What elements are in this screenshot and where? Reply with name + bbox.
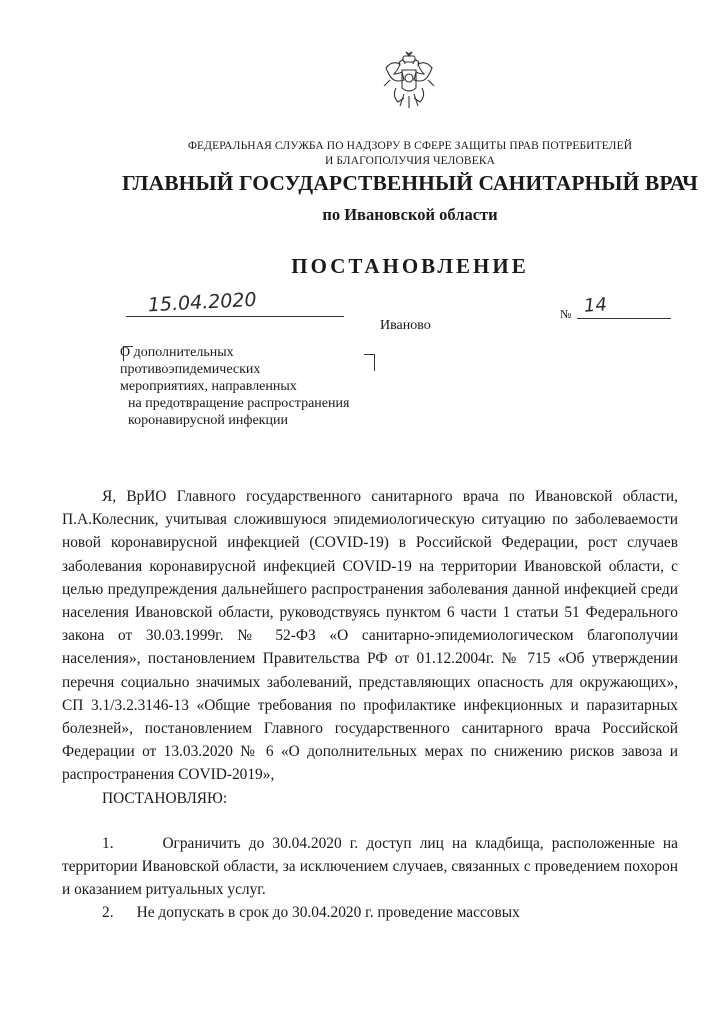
chief-title: ГЛАВНЫЙ ГОСУДАРСТВЕННЫЙ САНИТАРНЫЙ ВРАЧ xyxy=(121,171,699,195)
decree-heading: ПОСТАНОВЛЯЮ: xyxy=(102,789,228,807)
item-number: 1. xyxy=(102,834,114,852)
coat-of-arms-icon xyxy=(378,50,440,114)
region-title: по Ивановской области xyxy=(322,205,498,224)
decree-item xyxy=(62,832,678,902)
item-text: Не допускать в срок до 30.04.2020 г. проведение массовых xyxy=(136,904,520,922)
handwritten-date: 15.04.2020 xyxy=(147,288,258,317)
agency-name xyxy=(140,139,680,169)
subject-line: О дополнительных xyxy=(120,345,234,360)
number-sign: № xyxy=(560,307,572,321)
document-type-title: ПОСТАНОВЛЕНИЕ xyxy=(291,254,529,278)
subject-line: на предотвращение распространения xyxy=(128,396,350,411)
subject-line: коронавирусной инфекции xyxy=(128,413,288,428)
document-body xyxy=(62,485,678,925)
agency-line-2: И БЛАГОПОЛУЧИЯ ЧЕЛОВЕКА xyxy=(325,155,495,167)
handwritten-number: 14 xyxy=(583,294,608,317)
subject-block xyxy=(120,344,390,429)
decree-item xyxy=(62,901,678,924)
subject-line: противоэпидемических xyxy=(120,362,261,377)
agency-line-1: ФЕДЕРАЛЬНАЯ СЛУЖБА ПО НАДЗОРУ В СФЕРЕ ЗАЩИТЫ ПРАВ ПОТРЕБИТЕЛЕЙ xyxy=(187,140,633,152)
preamble-paragraph: Я, ВрИО Главного государственного санитарного врача по Ивановской области, П.А.Колесник, учитывая сложившуюся эпидемиологическую ситуацию по заболеваемости новой коронавирусной инфекцией (COVID-19) в Российской Федерации, рост случаев заболевания коронавирусной инфекцией COVID-19 на территории Ивановской области, с целью предупреждения дальнейшего распространения заболевания данной инфекцией среди населения Ивановской области, руководствуясь пунктом 6 части 1 статьи 51 Федерального закона от 30.03.1999г. № 52-ФЗ «О санитарно-эпидемиологическом благополучии населения», постановлением Правительства РФ от 01.12.2004г. № 715 «Об утверждении перечня социально значимых заболеваний, представляющих опасность для окружающих», СП 3.1/3.2.3146-13 «Общие требования по профилактике инфекционных и паразитарных болезней», постановлением Главного государственного санитарного врача Российской Федерации от 13.03.2020 № 6 «О дополнительных мерах по снижению рисков завоза и распространения COVID-2019», xyxy=(62,488,678,784)
item-number: 2. xyxy=(102,904,114,922)
number-underline xyxy=(577,318,671,319)
subject-line: мероприятиях, направленных xyxy=(120,379,297,394)
city-label: Иваново xyxy=(380,318,431,333)
item-text: Ограничить до 30.04.2020 г. доступ лиц на кладбища, расположенные на территории Ивановской области, за исключением случаев, связанных с проведением похорон и оказанием ритуальных услуг. xyxy=(62,834,678,899)
